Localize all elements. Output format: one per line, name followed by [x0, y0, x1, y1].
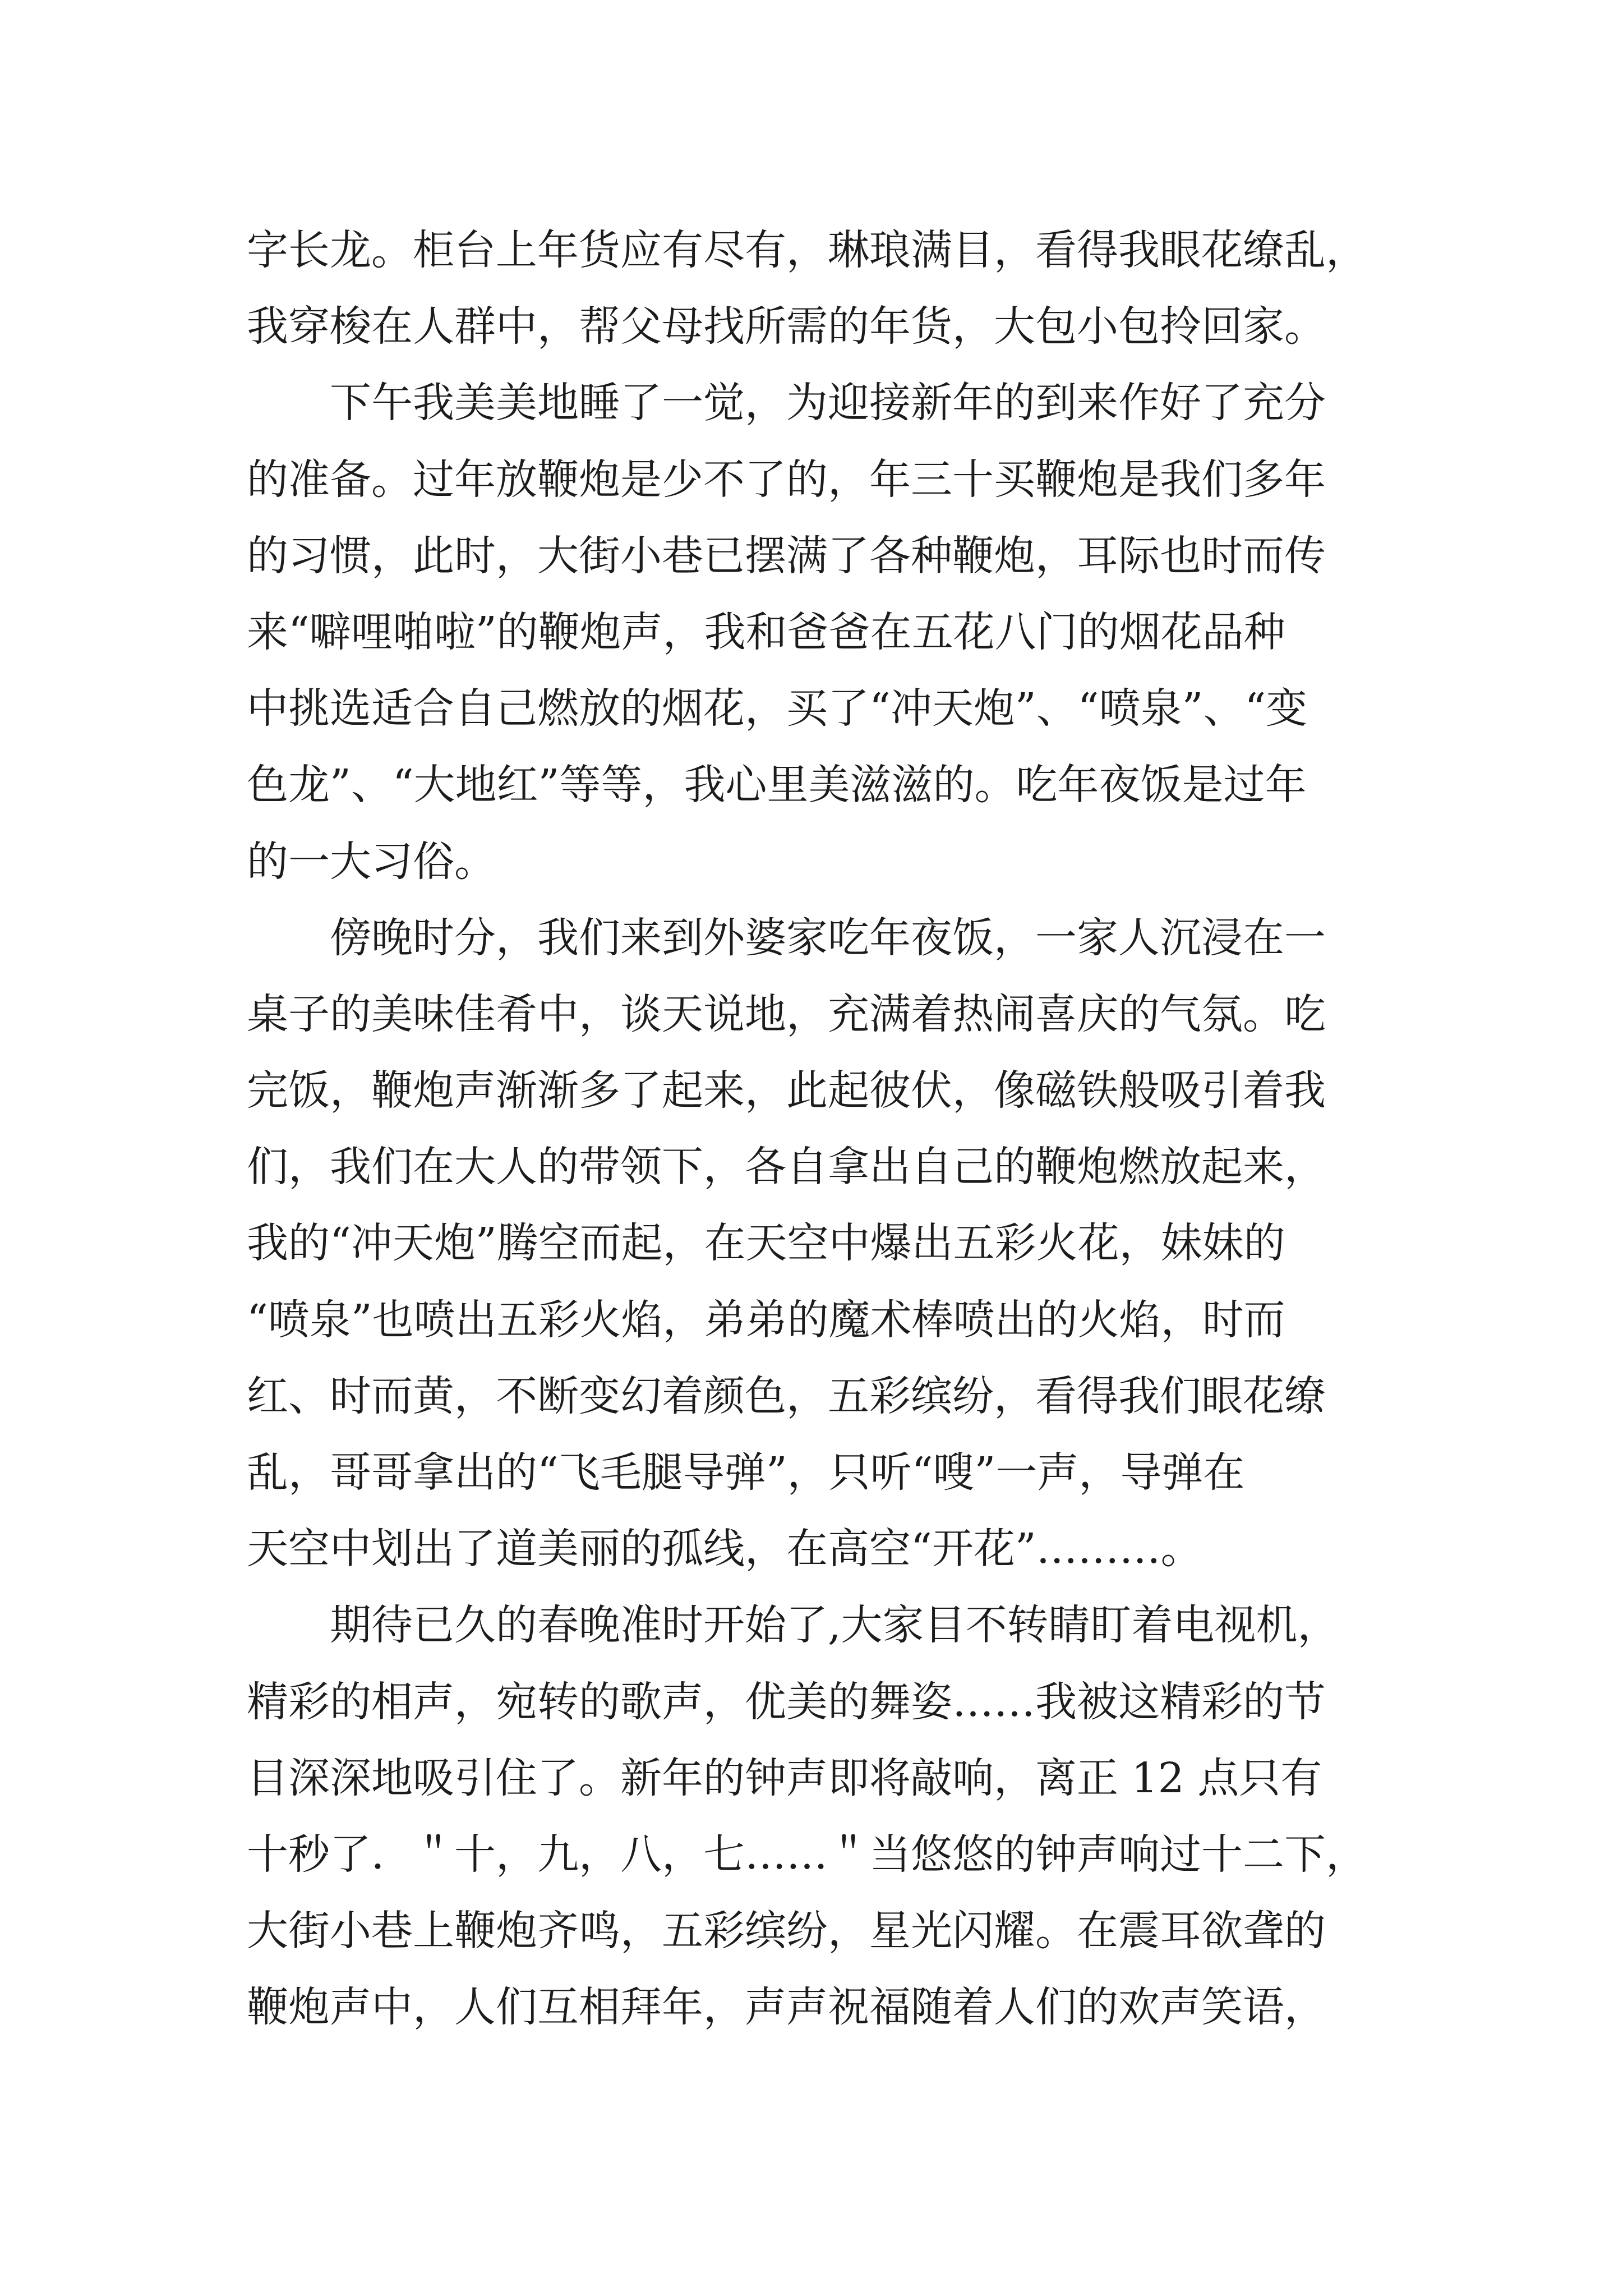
text-line: 字长龙。柜台上年货应有尽有，琳琅满目，看得我眼花缭乱， — [247, 226, 1367, 274]
text-line: 的准备。过年放鞭炮是少不了的，年三十买鞭炮是我们多年 — [247, 455, 1326, 504]
text-line: 色龙”、“大地红”等等，我心里美滋滋的。吃年夜饭是过年 — [247, 761, 1307, 809]
paragraph-1 — [247, 212, 1391, 365]
text-line: 大街小巷上鞭炮齐鸣，五彩缤纷，星光闪耀。在震耳欲聋的 — [247, 1907, 1326, 1955]
text-line: 完饭，鞭炮声渐渐多了起来，此起彼伏，像磁铁般吸引着我 — [247, 1066, 1326, 1115]
text-line: 十秒了．＂十，九，八，七……＂当悠悠的钟声响过十二下， — [247, 1830, 1367, 1879]
text-line: 鞭炮声中，人们互相拜年，声声祝福随着人们的欢声笑语， — [247, 1983, 1326, 2032]
text-line: 期待已久的春晚准时开始了,大家目不转睛盯着电视机， — [330, 1601, 1339, 1650]
paragraph-4 — [247, 1587, 1391, 2045]
text-line: 乱，哥哥拿出的“飞毛腿导弹”，只听“嗖”一声，导弹在 — [247, 1448, 1245, 1497]
text-line: 下午我美美地睡了一觉，为迎接新年的到来作好了充分 — [330, 379, 1326, 427]
text-line: 的习惯，此时，大街小巷已摆满了各种鞭炮，耳际也时而传 — [247, 531, 1326, 580]
text-line: 中挑选适合自己燃放的烟花，买了“冲天炮”、“喷泉”、“变 — [247, 684, 1308, 733]
paragraph-2 — [247, 365, 1391, 899]
paragraph-3 — [247, 900, 1391, 1588]
text-line: 目深深地吸引住了。新年的钟声即将敲响，离正 12 点只有 — [247, 1754, 1322, 1802]
text-line: 精彩的相声，宛转的歌声，优美的舞姿……我被这精彩的节 — [247, 1677, 1326, 1726]
text-line: 们，我们在大人的带领下，各自拿出自己的鞭炮燃放起来， — [247, 1143, 1326, 1191]
body-text — [247, 212, 1391, 2046]
text-line: 天空中划出了道美丽的孤线，在高空“开花”………。 — [247, 1525, 1202, 1573]
text-line: 红、时而黄，不断变幻着颜色，五彩缤纷，看得我们眼花缭 — [247, 1372, 1326, 1420]
text-line: “喷泉”也喷出五彩火焰，弟弟的魔术棒喷出的火焰，时而 — [247, 1295, 1285, 1344]
text-line: 来“噼哩啪啦”的鞭炮声，我和爸爸在五花八门的烟花品种 — [247, 608, 1285, 656]
text-line: 桌子的美味佳肴中，谈天说地，充满着热闹喜庆的气氛。吃 — [247, 990, 1326, 1038]
text-line: 我的“冲天炮”腾空而起，在天空中爆出五彩火花，妹妹的 — [247, 1219, 1285, 1268]
text-line: 的一大习俗。 — [247, 837, 496, 886]
text-line: 傍晚时分，我们来到外婆家吃年夜饭，一家人沉浸在一 — [330, 913, 1326, 962]
text-line: 我穿梭在人群中，帮父母找所需的年货，大包小包拎回家。 — [247, 302, 1326, 351]
